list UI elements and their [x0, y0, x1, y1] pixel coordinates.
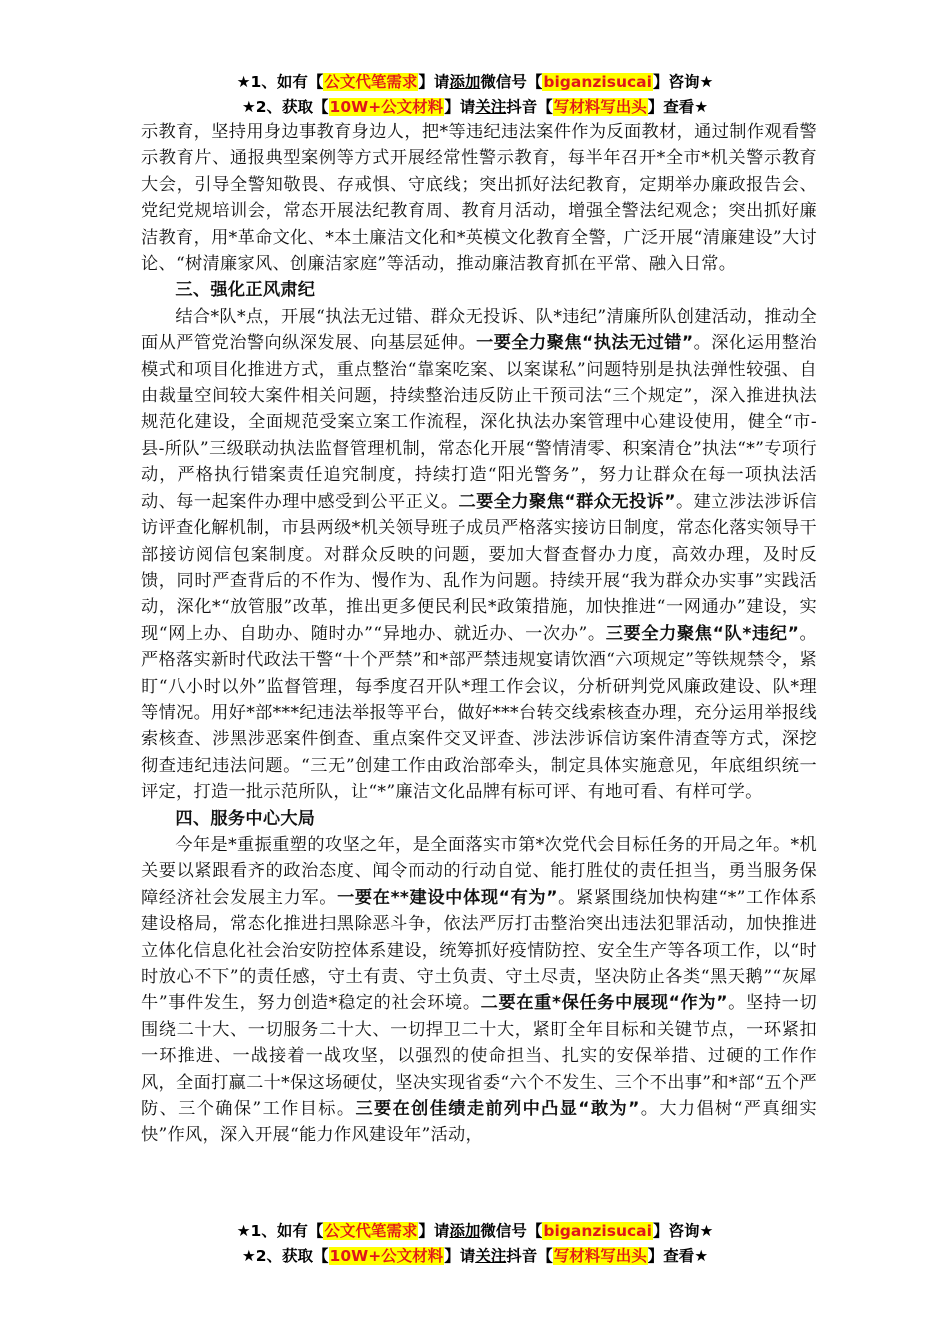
section-heading-4: 四、服务中心大局 [175, 808, 316, 829]
key-point: 二要全力聚焦“群众无投诉” [458, 491, 676, 512]
promo-banner-line-1-footer: ★1、如有【公文代笔需求】请添加微信号【biganzisucai】咨询★ [236, 1222, 714, 1240]
key-point: 二要在重*保任务中展现“作为” [480, 993, 728, 1014]
key-point: 三要在创佳绩走前列中凸显“敢为” [355, 1099, 640, 1120]
highlight-tag: biganzisucai [543, 73, 652, 91]
highlight-tag: 公文代笔需求 [324, 73, 418, 91]
section-heading-3: 三、强化正风肃纪 [175, 280, 316, 301]
promo-banner-line-2: ★2、获取【10W+公文材料】请关注抖音【写材料写出头】查看★ [241, 98, 709, 116]
key-point: 一要在**建设中体现“有为” [337, 887, 558, 908]
highlight-tag: 10W+公文材料 [329, 1247, 444, 1265]
paragraph-discipline: 结合*队*点，开展“执法无过错、群众无投诉、队*违纪”清廉所队创建活动，推动全面从严管党治警向纵深发展、向基层延伸。一要全力聚焦“执法无过错”。深化运用整治模式和项目化推进方式，重点整治“靠案吃案、以案谋私”问题特别是执法弹性较强、自由裁量空间较大案件相关问题，持续整治违反防止干预司法“三个规定”，深入推进执法规范化建设，全面规范受案立案工作流程，深化执法办案管理中心建设使用，健全“市-县-所队”三级联动执法监督管理机制，常态化开展“警情清零、积案清仓”执法“*”专项行动，严格执行错案责任追究制度，持续打造“阳光警务”，努力让群众在每一项执法活动、每一起案件办理中感受到公平正义。二要全力聚焦“群众无投诉”。建立涉法涉诉信访评查化解机制，市县两级*机关领导班子成员严格落实接访日制度，常态化落实领导干部接访阅信包案制度。对群众反映的问题，要加大督查督办力度，高效办理，及时反馈，同时严查背后的不作为、慢作为、乱作为问题。持续开展“我为群众办实事”实践活动，深化*“放管服”改革，推出更多便民利民*政策措施，加快推进“一网通办”建设，实现“网上办、自助办、随时办”“异地办、就近办、一次办”。三要全力聚焦“队*违纪”。严格落实新时代政法干警“十个严禁”和*部严禁违规宴请饮酒“六项规定”等铁规禁令，紧盯“八小时以外”监督管理，每季度召开队*理工作会议，分析研判党风廉政建设、队*理等情况。用好*部***纪违法举报等平台，做好***台转交线索核查办理，充分运用举报线索核查、涉黑涉恶案件倒查、重点案件交叉评查、涉法涉诉信访案件清查等方式，深挖彻查违纪违法问题。“三无”创建工作由政治部牵头，制定具体实施意见，年底组织统一评定，打造一批示范所队，让“*”廉洁文化品牌有标可评、有地可看、有样可学。 [141, 306, 817, 803]
document-body [141, 119, 817, 1149]
highlight-tag: biganzisucai [543, 1222, 652, 1240]
paragraph-education: 示教育，坚持用身边事教育身边人，把*等违纪违法案件作为反面教材，通过制作观看警示教育片、通报典型案例等方式开展经常性警示教育，每半年召开*全市*机关警示教育大会，引导全警知敬畏、存戒惧、守底线；突出抓好法纪教育，定期举办廉政报告会、党纪党规培训会，常态开展法纪教育周、教育月活动，增强全警法纪观念；突出抓好廉洁教育，用*革命文化、*本土廉洁文化和*英模文化教育全警，广泛开展“清廉建设”大讨论、“树清廉家风、创廉洁家庭”等活动，推动廉洁教育抓在平常、融入日常。 [141, 122, 817, 275]
promo-banner-line-1: ★1、如有【公文代笔需求】请添加微信号【biganzisucai】咨询★ [236, 73, 714, 91]
highlight-tag: 写材料写出头 [553, 98, 647, 116]
highlight-tag: 公文代笔需求 [324, 1222, 418, 1240]
key-point: 三要全力聚焦“队*违纪” [605, 623, 800, 644]
highlight-tag: 10W+公文材料 [329, 98, 444, 116]
key-point: 一要全力聚焦“执法无过错” [476, 333, 694, 354]
paragraph-service: 今年是*重振重塑的攻坚之年，是全面落实市第*次党代会目标任务的开局之年。*机关要以紧跟看齐的政治态度、闻令而动的行动自觉、能打胜仗的责任担当，勇当服务保障经济社会发展主力军。一要在**建设中体现“有为”。紧紧围绕加快构建“*”工作体系建设格局，常态化推进扫黑除恶斗争，依法严厉打击整治突出违法犯罪活动，加快推进立体化信息化社会治安防控体系建设，统筹抓好疫情防控、安全生产等各项工作，以“时时放心不下”的责任感，守土有责、守土负责、守土尽责，坚决防止各类“黑天鹅”“灰犀牛”事件发生，努力创造*稳定的社会环境。二要在重*保任务中展现“作为”。坚持一切围绕二十大、一切服务二十大、一切捍卫二十大，紧盯全年目标和关键节点，一环紧扣一环推进、一战接着一战攻坚，以强烈的使命担当、扎实的安保举措、过硬的工作作风，全面打赢二十*保这场硬仗，坚决实现省委“六个不发生、三个不出事”和*部“五个严防、三个确保”工作目标。三要在创佳绩走前列中凸显“敢为”。大力倡树“严真细实快”作风，深入开展“能力作风建设年”活动， [141, 834, 817, 1146]
promo-banner-line-2-footer: ★2、获取【10W+公文材料】请关注抖音【写材料写出头】查看★ [241, 1247, 709, 1265]
highlight-tag: 写材料写出头 [553, 1247, 647, 1265]
